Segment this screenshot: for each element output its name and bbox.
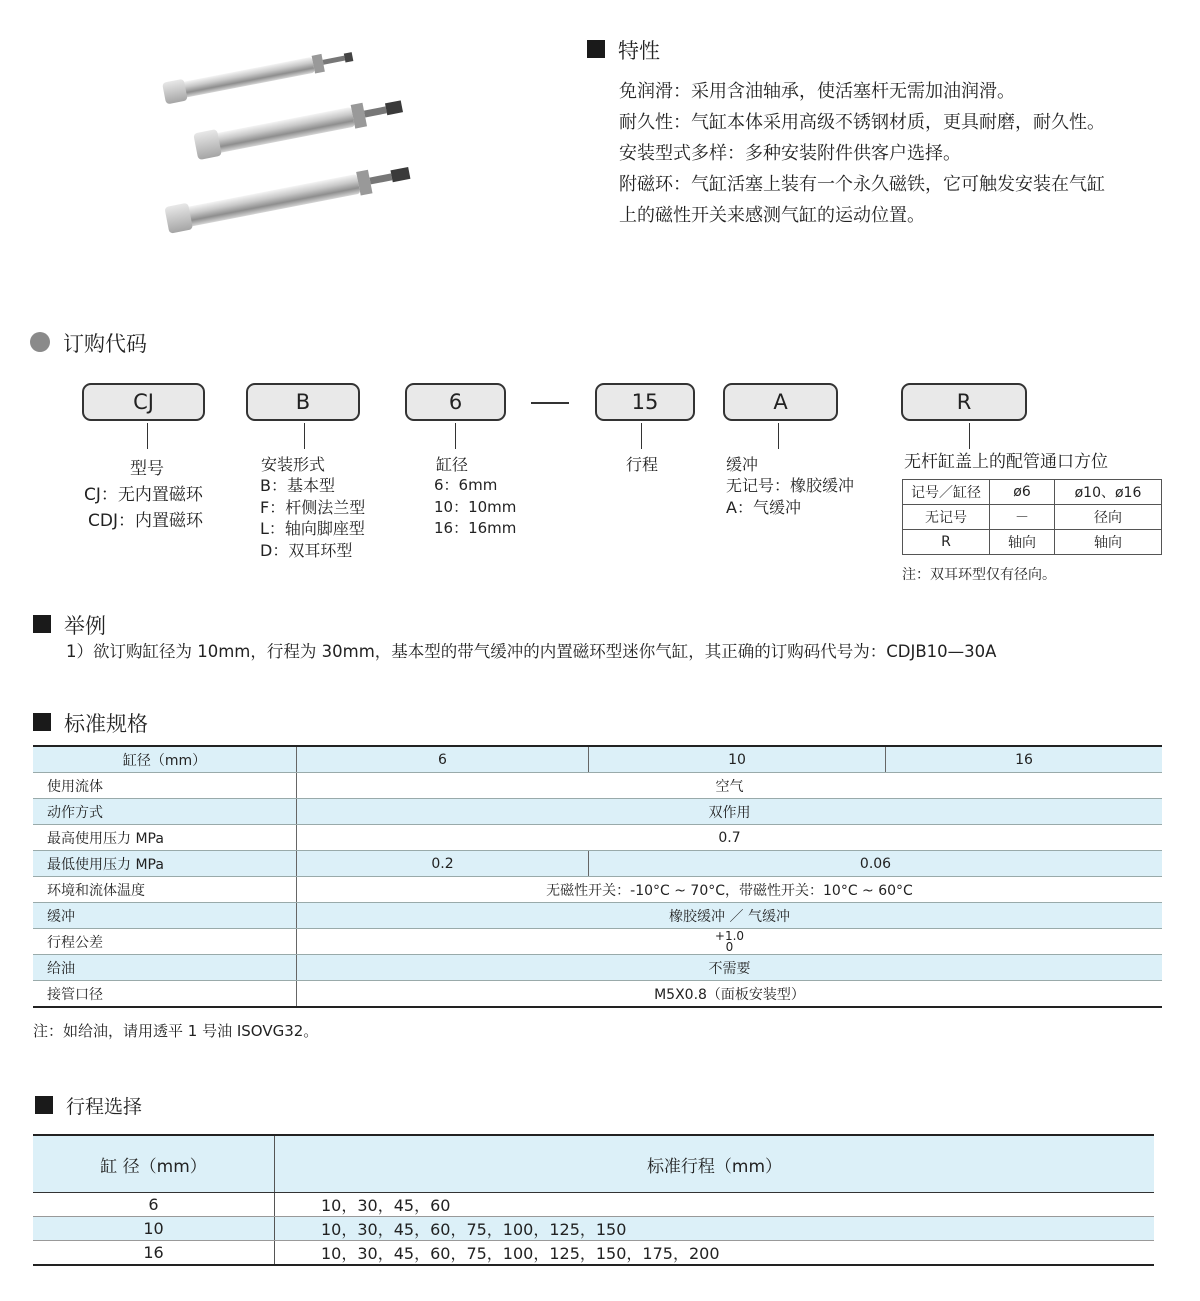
tolerance-lower: 0 <box>725 939 734 954</box>
port-cell: 轴向 <box>1055 530 1162 555</box>
bore-line: 6：6mm <box>434 476 498 494</box>
model-line: CDJ：内置磁环 <box>88 511 203 531</box>
spec-header-cell: 10 <box>589 746 886 773</box>
spec-title: 标准规格 <box>64 712 148 736</box>
order-code-bullet <box>30 332 50 352</box>
connector-line <box>147 423 148 449</box>
spec-value: 不需要 <box>297 955 1163 981</box>
spec-header-cell: 6 <box>297 746 589 773</box>
spec-value: 双作用 <box>297 799 1163 825</box>
stroke-title: 行程 <box>626 455 659 474</box>
port-cell: 记号／缸径 <box>903 480 990 505</box>
port-cell: ø6 <box>990 480 1055 505</box>
model-line: CJ：无内置磁环 <box>84 485 203 505</box>
feature-line: 附磁环：气缸活塞上装有一个永久磁铁，它可触发安装在气缸 <box>619 174 1105 195</box>
connector-line <box>969 423 970 449</box>
spec-header-row <box>33 746 1162 773</box>
code-box-model: CJ <box>82 383 205 421</box>
spec-row <box>33 981 1162 1008</box>
connector-line <box>304 423 305 449</box>
cushion-title: 缓冲 <box>726 455 759 474</box>
spec-row <box>33 877 1162 903</box>
code-box-bore: 6 <box>405 383 506 421</box>
spec-label: 缓冲 <box>33 903 297 929</box>
example-title: 举例 <box>64 614 106 638</box>
feature-line: 耐久性：气缸本体采用高级不锈钢材质，更具耐磨，耐久性。 <box>619 112 1105 133</box>
example-bullet <box>33 615 51 633</box>
mount-line: B：基本型 <box>260 476 335 495</box>
spec-value: 无磁性开关：-10°C ~ 70°C，带磁性开关：10°C ~ 60°C <box>297 877 1163 903</box>
order-code-title: 订购代码 <box>63 332 147 356</box>
feature-line: 免润滑：采用含油轴承，使活塞杆无需加油润滑。 <box>619 81 1015 102</box>
stroke-header-row <box>33 1135 1154 1193</box>
spec-value: 0.06 <box>589 851 1163 877</box>
mount-line: F：杆侧法兰型 <box>260 498 366 517</box>
example-text: 1）欲订购缸径为 10mm，行程为 30mm，基本型的带气缓冲的内置磁环型迷你气缸，其正确的订购码代号为：CDJB10—30A <box>66 642 997 661</box>
spec-value: M5X0.8（面板安装型） <box>297 981 1163 1008</box>
spec-note: 注：如给油，请用透平 1 号油 ISOVG32。 <box>33 1022 319 1040</box>
spec-label: 使用流体 <box>33 773 297 799</box>
stroke-row <box>33 1217 1154 1241</box>
stroke-header-cell: 标准行程（mm） <box>275 1135 1155 1193</box>
spec-row <box>33 903 1162 929</box>
bore-title: 缸径 <box>436 455 469 474</box>
stroke-bullet <box>35 1096 53 1114</box>
stroke-header-cell: 缸 径（mm） <box>33 1135 275 1193</box>
model-title: 型号 <box>130 459 164 479</box>
spec-label: 接管口径 <box>33 981 297 1008</box>
port-table-row <box>903 480 1162 505</box>
mount-title: 安装形式 <box>261 455 326 474</box>
spec-label: 给油 <box>33 955 297 981</box>
port-cell: － <box>990 505 1055 530</box>
spec-label: 最低使用压力 MPa <box>33 851 297 877</box>
spec-value-tolerance <box>297 929 1163 955</box>
tolerance-upper: +1.0 <box>714 928 745 943</box>
features-title: 特性 <box>618 39 660 63</box>
feature-line: 安装型式多样：多种安装附件供客户选择。 <box>619 143 961 164</box>
stroke-bore: 16 <box>33 1241 275 1266</box>
connector-line <box>455 423 456 449</box>
port-table <box>902 479 1162 555</box>
spec-value: 空气 <box>297 773 1163 799</box>
spec-table <box>33 745 1162 1008</box>
code-box-mount: B <box>246 383 360 421</box>
port-cell: 径向 <box>1055 505 1162 530</box>
port-cell: R <box>903 530 990 555</box>
spec-label: 环境和流体温度 <box>33 877 297 903</box>
port-note: 注：双耳环型仅有径向。 <box>902 567 1056 583</box>
port-title: 无杆缸盖上的配管通口方位 <box>904 452 1108 472</box>
cushion-line: 无记号：橡胶缓冲 <box>726 476 855 495</box>
spec-value: 橡胶缓冲 ／ 气缓冲 <box>297 903 1163 929</box>
mount-line: L：轴向脚座型 <box>260 519 365 538</box>
code-box-port: R <box>901 383 1027 421</box>
connector-line <box>778 423 779 449</box>
spec-label: 行程公差 <box>33 929 297 955</box>
spec-row <box>33 851 1162 877</box>
stroke-values: 10，30，45，60，75，100，125，150 <box>275 1217 1155 1241</box>
spec-row <box>33 799 1162 825</box>
mount-line: D：双耳环型 <box>260 541 353 560</box>
product-image <box>155 40 425 240</box>
stroke-bore: 6 <box>33 1193 275 1217</box>
spec-header-cell: 16 <box>886 746 1163 773</box>
code-box-stroke: 15 <box>595 383 695 421</box>
spec-label: 动作方式 <box>33 799 297 825</box>
spec-row <box>33 773 1162 799</box>
spec-value: 0.7 <box>297 825 1163 851</box>
stroke-row <box>33 1193 1154 1217</box>
stroke-row <box>33 1241 1154 1266</box>
spec-row <box>33 955 1162 981</box>
port-table-row <box>903 530 1162 555</box>
spec-bullet <box>33 713 51 731</box>
stroke-bore: 10 <box>33 1217 275 1241</box>
spec-value: 0.2 <box>297 851 589 877</box>
bore-line: 10：10mm <box>434 498 517 516</box>
bore-line: 16：16mm <box>434 519 517 537</box>
stroke-values: 10，30，45，60，75，100，125，150，175，200 <box>275 1241 1155 1266</box>
stroke-table <box>33 1134 1154 1266</box>
port-cell: ø10、ø16 <box>1055 480 1162 505</box>
cushion-line: A：气缓冲 <box>726 498 801 517</box>
stroke-sel-title: 行程选择 <box>66 1096 143 1118</box>
code-dash <box>531 402 569 404</box>
port-cell: 无记号 <box>903 505 990 530</box>
features-bullet <box>587 40 605 58</box>
feature-line: 上的磁性开关来感测气缸的运动位置。 <box>619 205 925 226</box>
spec-header-cell: 缸径（mm） <box>33 746 297 773</box>
connector-line <box>641 423 642 449</box>
spec-row <box>33 825 1162 851</box>
spec-row <box>33 929 1162 955</box>
stroke-values: 10，30，45，60 <box>275 1193 1155 1217</box>
port-table-row <box>903 505 1162 530</box>
code-box-cushion: A <box>723 383 838 421</box>
spec-label: 最高使用压力 MPa <box>33 825 297 851</box>
port-cell: 轴向 <box>990 530 1055 555</box>
